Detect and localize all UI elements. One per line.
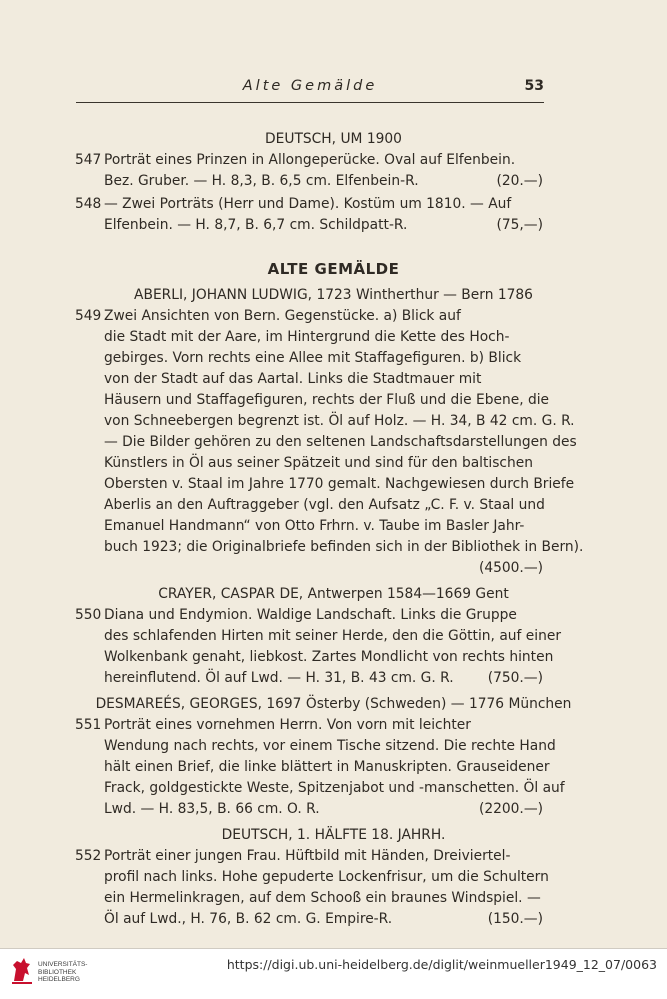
lot-text-line [0,494,667,516]
running-title: Alte Gemälde [242,78,378,94]
lot-548-line-2 [0,214,667,236]
lot-price: (150.—) [487,911,543,927]
lot-text-line [0,389,667,411]
artist-heading: CRAYER, CASPAR DE, Antwerpen 1584—1669 Gent [158,586,509,602]
lot-text-line [0,866,667,888]
viewer-footer [0,948,667,999]
lot-552-line-1 [0,845,667,867]
section-heading: DEUTSCH, UM 1900 [265,131,402,147]
lot-text: Porträt eines Prinzen in Allongeperücke. Oval auf Elfenbein. [104,152,516,168]
heidelberg-lion-icon [10,955,34,985]
lot-547-line-2 [0,170,667,192]
lot-text: Diana und Endymion. Waldige Landschaft. Links die Gruppe [104,607,517,623]
lot-text: von der Stadt auf das Aartal. Links die Stadtmauer mit [104,371,482,387]
lot-price: (75,—) [496,217,543,233]
lot-price: (2200.—) [478,801,543,817]
header-rule [76,102,544,103]
lot-text-line [0,368,667,390]
lot-text-line [0,777,667,799]
lot-text: Wolkenbank genaht, liebkost. Zartes Mondlicht von rechts hinten [104,649,554,665]
logo-line: HEIDELBERG [38,976,80,983]
lot-text: Porträt eines vornehmen Herrn. Von vorn mit leichter [104,717,471,733]
lot-551-line-5 [0,798,667,820]
artist-heading: ABERLI, JOHANN LUDWIG, 1723 Wintherthur — Bern 1786 [134,287,533,303]
running-header [76,78,544,100]
lot-text-line [0,452,667,474]
lot-price: (20.—) [496,173,543,189]
lot-text-line [0,646,667,668]
lot-text: Zwei Ansichten von Bern. Gegenstücke. a) Blick auf [104,308,461,324]
lot-text: des schlafenden Hirten mit seiner Herde, den die Göttin, auf einer [104,628,561,644]
lot-text: hereinflutend. Öl auf Lwd. — H. 31, B. 43 cm. G. R. [104,670,454,686]
section-title: ALTE GEMÄLDE [267,260,400,278]
lot-text: Bez. Gruber. — H. 8,3, B. 6,5 cm. Elfenbein-R. [104,173,419,189]
lot-550-line-4 [0,667,667,689]
lot-text-line [0,515,667,537]
lot-number: 547 [75,152,102,168]
lot-549-line-1 [0,305,667,327]
lot-text: Aberlis an den Auftraggeber (vgl. den Aufsatz „C. F. v. Staal und [104,497,545,513]
lot-text: Emanuel Handmann“ von Otto Frhrn. v. Taube im Basler Jahr- [104,518,525,534]
lot-text: buch 1923; die Originalbriefe befinden sich in der Bibliothek in Bern). [104,539,584,555]
lot-text: von Schneebergen begrenzt ist. Öl auf Holz. — H. 34, B 42 cm. G. R. [104,413,575,429]
source-url-link[interactable]: https://digi.ub.uni-heidelberg.de/diglit/weinmueller1949_12_07/0063 [226,957,657,972]
lot-number: 549 [75,308,102,324]
lot-text: Porträt einer jungen Frau. Hüftbild mit Händen, Dreiviertel- [104,848,511,864]
lot-number: 551 [75,717,102,733]
lot-text-line [0,431,667,453]
lot-552-line-4 [0,908,667,930]
lot-551-line-1 [0,714,667,736]
lot-text-line [0,536,667,558]
lot-text: Lwd. — H. 83,5, B. 66 cm. O. R. [104,801,320,817]
lot-text-line [0,625,667,647]
lot-text-line [0,347,667,369]
lot-text: Künstlers in Öl aus seiner Spätzeit und sind für den baltischen [104,455,533,471]
lot-text-line [0,410,667,432]
lot-text: — Zwei Porträts (Herr und Dame). Kostüm um 1810. — Auf [104,196,512,212]
lot-text: Öl auf Lwd., H. 76, B. 62 cm. G. Empire-R. [104,911,393,927]
lot-text: die Stadt mit der Aare, im Hintergrund die Kette des Hoch- [104,329,510,345]
lot-text-line [0,735,667,757]
artist-heading: DESMAREÉS, GEORGES, 1697 Österby (Schweden) — 1776 München [95,696,572,712]
lot-549-price-line [0,557,667,579]
lot-text-line [0,756,667,778]
lot-text: profil nach links. Hohe gepuderte Lockenfrisur, um die Schultern [104,869,549,885]
lot-text: hält einen Brief, die linke blättert in Manuskripten. Grauseidener [104,759,550,775]
lot-text: Häusern und Staffagefiguren, rechts der Fluß und die Ebene, die [104,392,550,408]
artist-heading: DEUTSCH, 1. HÄLFTE 18. JAHRH. [221,827,446,843]
lot-text: — Die Bilder gehören zu den seltenen Landschaftsdarstellungen des [104,434,577,450]
page-number: 53 [524,78,544,94]
lot-550-line-1 [0,604,667,626]
lot-price: (4500.—) [478,560,543,576]
lot-text: Obersten v. Staal im Jahre 1770 gemalt. Nachgewiesen durch Briefe [104,476,575,492]
lot-text-line [0,473,667,495]
lot-text: Frack, goldgestickte Weste, Spitzenjabot und -manschetten. Öl auf [104,780,565,796]
logo-line: BIBLIOTHEK [38,968,77,976]
lot-547-line-1 [0,149,667,171]
lot-text: Wendung nach rechts, vor einem Tische sitzend. Die rechte Hand [104,738,556,754]
lot-number: 552 [75,848,102,864]
lot-price: (750.—) [487,670,543,686]
lot-text-line [0,326,667,348]
lot-text: ein Hermelinkragen, auf dem Schooß ein braunes Windspiel. — [104,890,541,906]
logo-line: UNIVERSITÄTS- [38,961,88,968]
library-logo-text [38,961,87,984]
lot-number: 548 [75,196,102,212]
lot-text: gebirges. Vorn rechts eine Allee mit Staffagefiguren. b) Blick [104,350,522,366]
lot-text: Elfenbein. — H. 8,7, B. 6,7 cm. Schildpatt-R. [104,217,408,233]
lot-number: 550 [75,607,102,623]
lot-text-line [0,887,667,909]
lot-548-line-1 [0,193,667,215]
